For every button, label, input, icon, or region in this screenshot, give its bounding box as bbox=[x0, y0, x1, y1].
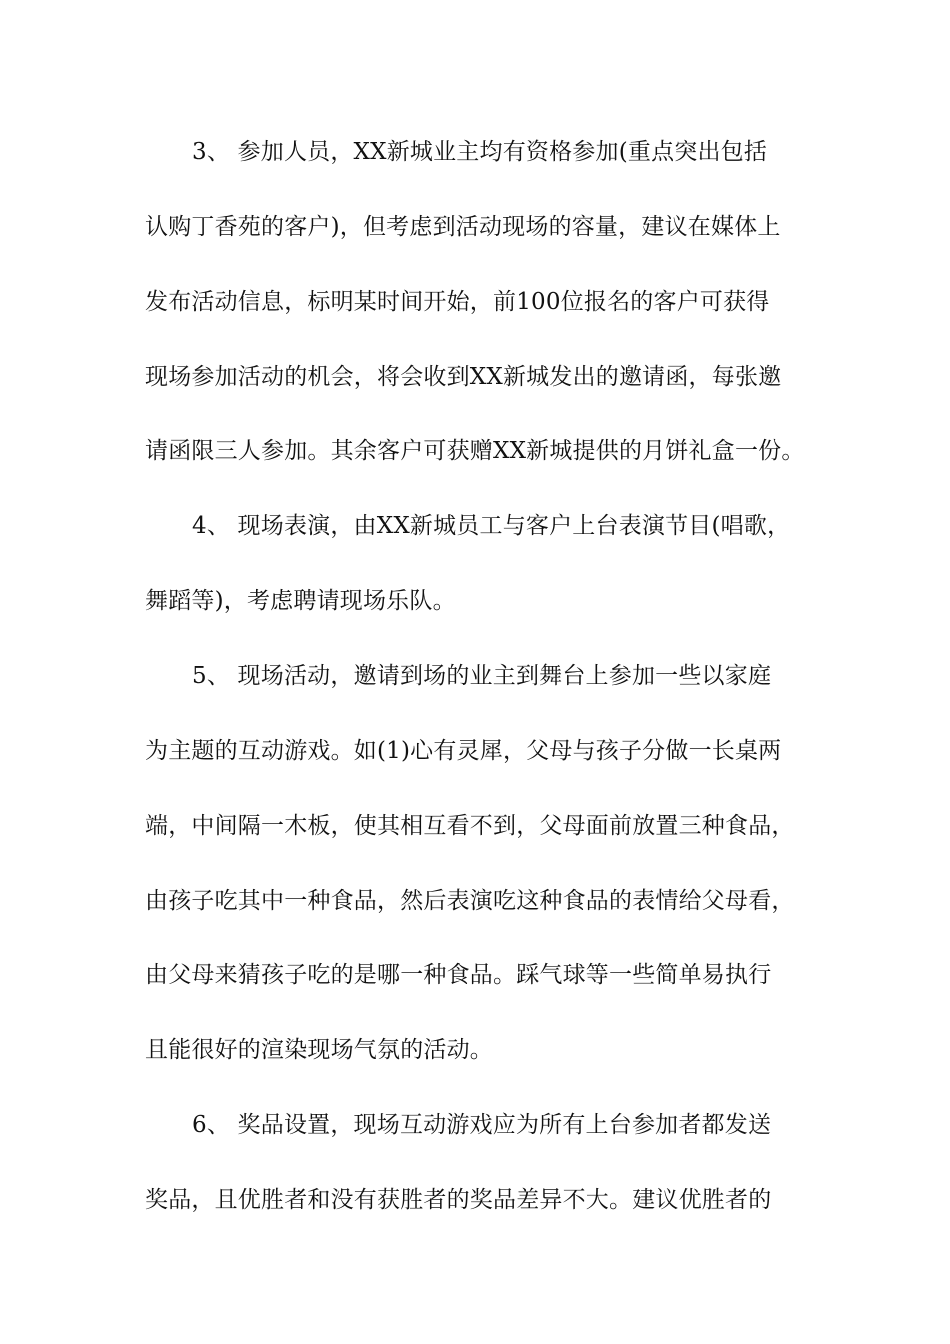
paragraph-6-line-2: 奖品，且优胜者和没有获胜者的奖品差异不大。建议优胜者的 bbox=[145, 1187, 772, 1213]
paragraph-5-line-5: 由父母来猜孩子吃的是哪一种食品。踩气球等一些简单易执行 bbox=[145, 962, 772, 988]
paragraph-6-line-1: 6、 奖品设置，现场互动游戏应为所有上台参加者都发送 bbox=[192, 1112, 772, 1138]
paragraph-5-line-1: 5、 现场活动，邀请到场的业主到舞台上参加一些以家庭 bbox=[192, 663, 772, 689]
paragraph-4-line-2: 舞蹈等)，考虑聘请现场乐队。 bbox=[145, 588, 456, 614]
paragraph-3-line-5: 请函限三人参加。其余客户可获赠XX新城提供的月饼礼盒一份。 bbox=[145, 438, 805, 464]
paragraph-3-line-1: 3、 参加人员，XX新城业主均有资格参加(重点突出包括 bbox=[192, 139, 768, 165]
paragraph-5-line-4: 由孩子吃其中一种食品，然后表演吃这种食品的表情给父母看， bbox=[145, 888, 795, 914]
paragraph-3-line-3: 发布活动信息，标明某时间开始，前100位报名的客户可获得 bbox=[145, 289, 770, 315]
paragraph-5-line-6: 且能很好的渲染现场气氛的活动。 bbox=[145, 1037, 493, 1063]
paragraph-5-line-3: 端，中间隔一木板，使其相互看不到，父母面前放置三种食品， bbox=[145, 813, 795, 839]
paragraph-5-line-2: 为主题的互动游戏。如(1)心有灵犀，父母与孩子分做一长桌两 bbox=[145, 738, 782, 764]
paragraph-4-line-1: 4、 现场表演，由XX新城员工与客户上台表演节目(唱歌， bbox=[192, 513, 791, 539]
paragraph-3-line-2: 认购丁香苑的客户)，但考虑到活动现场的容量，建议在媒体上 bbox=[145, 214, 781, 240]
paragraph-3-line-4: 现场参加活动的机会，将会收到XX新城发出的邀请函，每张邀 bbox=[145, 364, 782, 390]
